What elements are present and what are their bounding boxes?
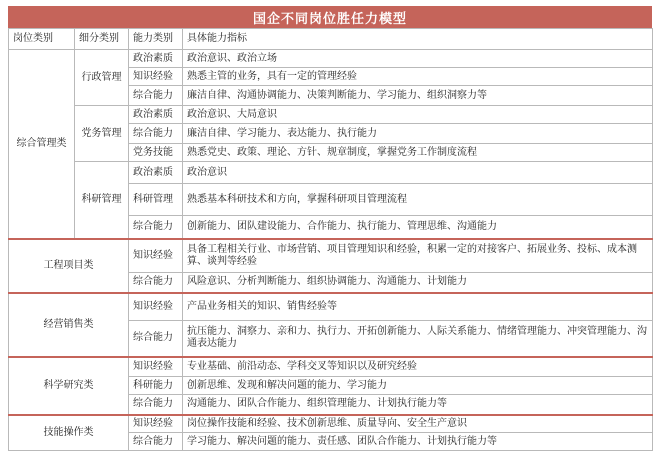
ability-indicators: 创新思维、发现和解决问题的能力、学习能力 — [183, 377, 653, 395]
sub-cell-admin: 行政管理 — [75, 50, 129, 106]
table-row — [9, 415, 653, 433]
group-cell-engineering: 工程项目类 — [9, 239, 129, 293]
ability-indicators: 政治意识 — [183, 162, 653, 184]
ability-indicators: 廉洁自律、学习能力、表达能力、执行能力 — [183, 124, 653, 144]
ability-indicators: 政治意识、大局意识 — [183, 106, 653, 124]
ability-indicators: 抗压能力、洞察力、亲和力、执行力、开拓创新能力、人际关系能力、情绪管理能力、冲突管理能力、沟通表达能力 — [183, 321, 653, 357]
ability-indicators: 熟悉党史、政策、理论、方针、规章制度，掌握党务工作制度流程 — [183, 144, 653, 162]
header-row — [9, 29, 653, 50]
header-ability-indicators: 具体能力指标 — [183, 29, 653, 50]
ability-category: 知识经验 — [129, 239, 183, 273]
group-cell-sales: 经营销售类 — [9, 293, 129, 357]
header-ability-category: 能力类别 — [129, 29, 183, 50]
ability-indicators: 熟悉主管的业务，具有一定的管理经验 — [183, 68, 653, 86]
ability-indicators: 风险意识、分析判断能力、组织协调能力、沟通能力、计划能力 — [183, 273, 653, 293]
table-row — [9, 50, 653, 68]
table-row — [9, 293, 653, 321]
ability-category: 综合能力 — [129, 321, 183, 357]
group-cell-scientific-research: 科学研究类 — [9, 357, 129, 415]
ability-category: 综合能力 — [129, 395, 183, 415]
ability-category: 政治素质 — [129, 50, 183, 68]
ability-indicators: 政治意识、政治立场 — [183, 50, 653, 68]
table-title: 国企不同岗位胜任力模型 — [8, 6, 652, 28]
group-cell-skilled-operation: 技能操作类 — [9, 415, 129, 451]
table-row — [9, 357, 653, 377]
ability-category: 综合能力 — [129, 124, 183, 144]
ability-indicators: 廉洁自律、沟通协调能力、决策判断能力、学习能力、组织洞察力等 — [183, 86, 653, 106]
competency-table — [8, 28, 653, 451]
header-sub-category: 细分类别 — [75, 29, 129, 50]
table-row — [9, 162, 653, 184]
table-row — [9, 106, 653, 124]
table-row — [9, 239, 653, 273]
ability-category: 政治素质 — [129, 162, 183, 184]
ability-category: 综合能力 — [129, 273, 183, 293]
ability-category: 综合能力 — [129, 216, 183, 239]
ability-indicators: 沟通能力、团队合作能力、组织管理能力、计划执行能力等 — [183, 395, 653, 415]
ability-indicators: 专业基础、前沿动态、学科交叉等知识以及研究经验 — [183, 357, 653, 377]
ability-category: 科研能力 — [129, 377, 183, 395]
ability-category: 综合能力 — [129, 433, 183, 451]
ability-category: 知识经验 — [129, 68, 183, 86]
sub-cell-party-affairs: 党务管理 — [75, 106, 129, 162]
ability-indicators: 学习能力、解决问题的能力、责任感、团队合作能力、计划执行能力等 — [183, 433, 653, 451]
ability-category: 知识经验 — [129, 293, 183, 321]
ability-category: 党务技能 — [129, 144, 183, 162]
ability-category: 知识经验 — [129, 415, 183, 433]
ability-category: 综合能力 — [129, 86, 183, 106]
ability-indicators: 熟悉基本科研技术和方向，掌握科研项目管理流程 — [183, 184, 653, 216]
ability-category: 科研管理 — [129, 184, 183, 216]
header-position-category: 岗位类别 — [9, 29, 75, 50]
ability-indicators: 岗位操作技能和经验、技术创新思维、质量导向、安全生产意识 — [183, 415, 653, 433]
ability-indicators: 产品业务相关的知识、销售经验等 — [183, 293, 653, 321]
ability-category: 知识经验 — [129, 357, 183, 377]
ability-category: 政治素质 — [129, 106, 183, 124]
group-cell-general-management: 综合管理类 — [9, 50, 75, 239]
sub-cell-research-management: 科研管理 — [75, 162, 129, 239]
ability-indicators: 创新能力、团队建设能力、合作能力、执行能力、管理思维、沟通能力 — [183, 216, 653, 239]
ability-indicators: 具备工程相关行业、市场营销、项目管理知识和经验，积累一定的对接客户、拓展业务、投标、成本测算、谈判等经验 — [183, 239, 653, 273]
